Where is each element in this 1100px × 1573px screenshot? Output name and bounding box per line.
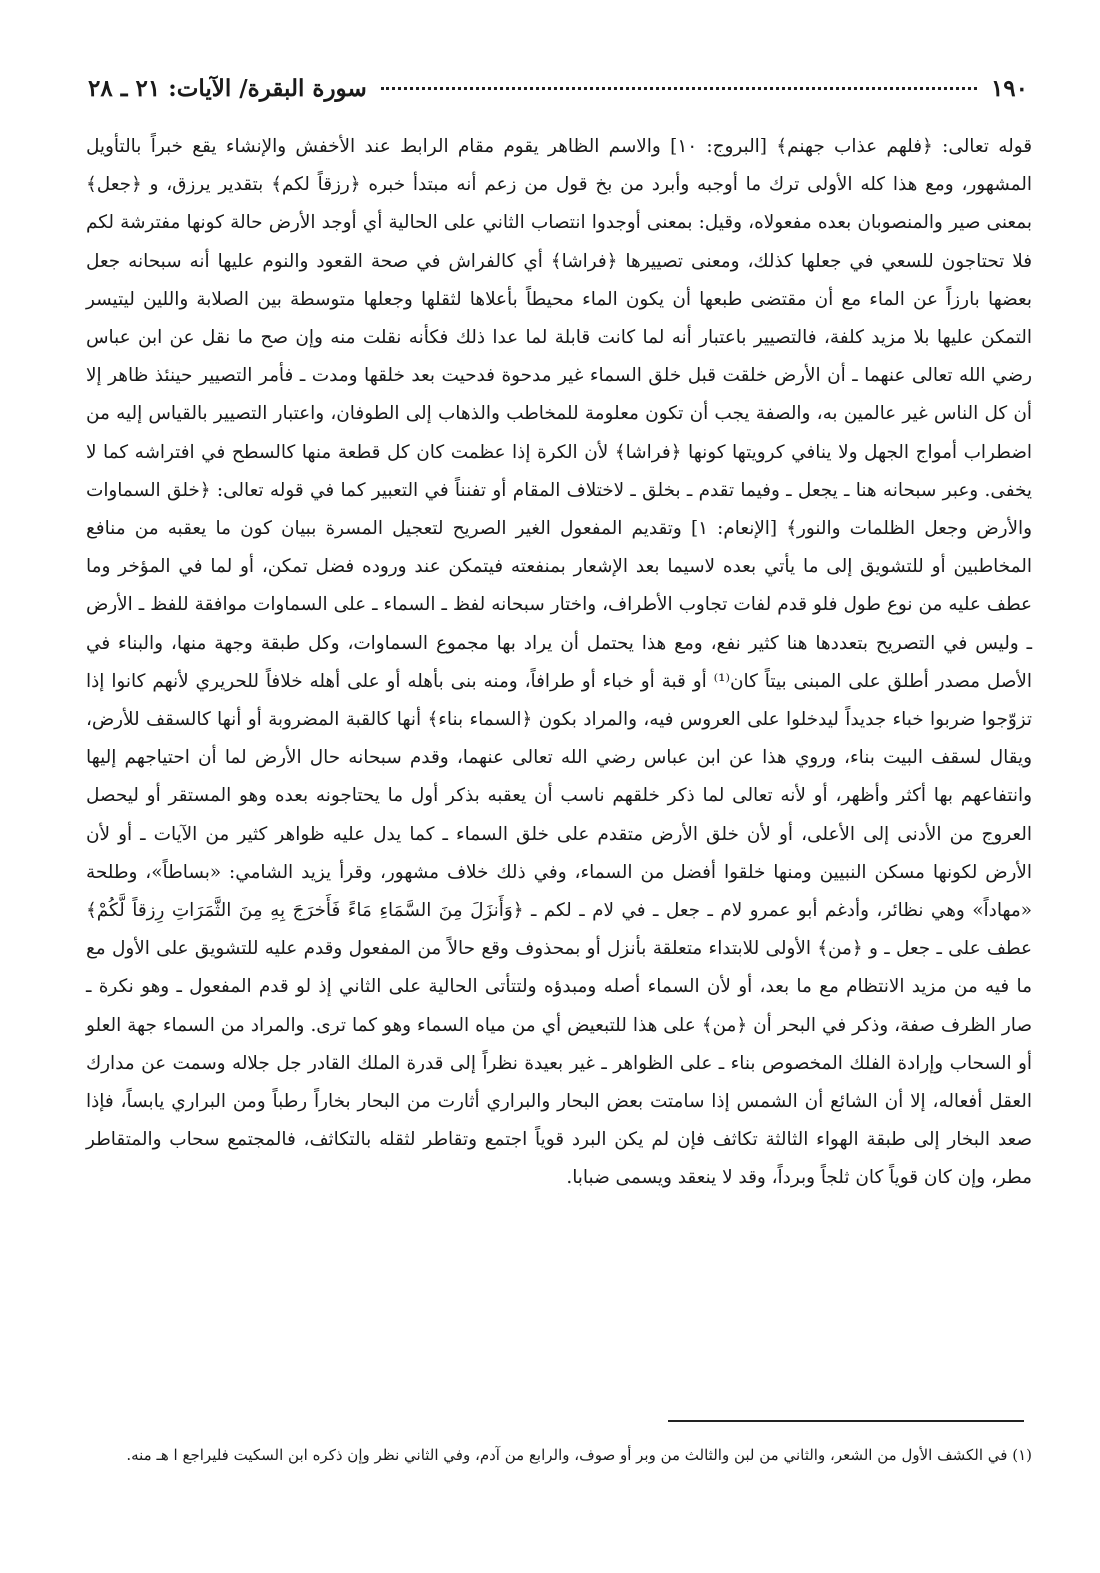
footnote-text: (١) في الكشف الأول من الشعر، والثاني من لبن والثالث من وبر أو صوف، والرابع من آدم، وفي الثاني نظر وإن ذكره ابن السكيت فليراجع ا هـ منه. [126,1446,1032,1464]
footnote [86,1438,1032,1473]
header-leader-dots [381,87,977,90]
main-text [86,128,1032,1198]
page-number: ١٩٠ [990,74,1028,102]
footnote-separator [668,1420,1024,1422]
running-header [88,68,1028,108]
running-title: سورة البقرة/ الآيات: ٢١ ـ ٢٨ [88,74,367,102]
body-paragraph: قوله تعالى: ﴿فلهم عذاب جهنم﴾ [البروج: ١٠] والاسم الظاهر يقوم مقام الرابط عند الأخفش والإنشاء يقع خبراً بالتأويل المشهور، ومع هذا كله الأولى ترك ما أوجبه وأبرد من بخ قول من زعم أنه مبتدأ خبره ﴿رزقاً لكم﴾ بتقدير يرزق، و ﴿جعل﴾ بمعنى صير والمنصوبان بعده مفعولاه، وقيل: بمعنى أوجدوا انتصاب الثاني على الحالية أي أوجد الأرض حالة كونها مفترشة لكم فلا تحتاجون للسعي في جعلها كذلك، ومعنى تصييرها ﴿فراشا﴾ أي كالفراش في صحة القعود والنوم عليها أنه سبحانه جعل بعضها بارزاً عن الماء مع أن مقتضى طبعها أن يكون الماء محيطاً بأعلاها لثقلها وجعلها متوسطة بين الصلابة واللين ليتيسر التمكن عليها بلا مزيد كلفة، فالتصيير باعتبار أنه لما كانت قابلة لما عدا ذلك فكأنه نقلت منه وإن صح ما نقل عن ابن عباس رضي الله تعالى عنهما ـ أن الأرض خلقت قبل خلق السماء غير مدحوة فدحيت بعد خلقها ومدت ـ فأمر التصيير حينئذ ظاهر إلا أن كل الناس غير عالمين به، والصفة يجب أن تكون معلومة للمخاطب والذهاب إلى الطوفان، واعتبار التصيير بالقياس إليه من اضطراب أمواج الجهل ولا ينافي كرويتها كونها ﴿فراشا﴾ لأن الكرة إذا عظمت كان كل قطعة منها كالسطح في افتراشه كما لا يخفى. وعبر سبحانه هنا ـ يجعل ـ وفيما تقدم ـ بخلق ـ لاختلاف المقام أو تفنناً في التعبير كما في قوله تعالى: ﴿خلق السماوات والأرض وجعل الظلمات والنور﴾ [الإنعام: ١] وتقديم المفعول الغير الصريح لتعجيل المسرة ببيان كون ما يعقبه من منافع المخاطبين أو للتشويق إلى ما يأتي بعده لاسيما بعد الإشعار بمنفعته فيتمكن عند وروده فضل تمكن، أو لما في المؤخر وما عطف عليه من نوع طول فلو قدم لفات تجاوب الأطراف، واختار سبحانه لفظ ـ السماء ـ على السماوات موافقة للفظ ـ الأرض ـ وليس في التصريح بتعددها هنا كثير نفع، ومع هذا يحتمل أن يراد بها مجموع السماوات، وكل طبقة وجهة منها، والبناء في الأصل مصدر أطلق على المبنى بيتاً كان⁽¹⁾ أو قبة أو خباء أو طرافاً، ومنه بنى بأهله أو على أهله خلافاً للحريري لأنهم كانوا إذا تزوّجوا ضربوا خباء جديداً ليدخلوا على العروس فيه، والمراد بكون ﴿السماء بناء﴾ أنها كالقبة المضروبة أو أنها كالسقف للأرض، ويقال لسقف البيت بناء، وروي هذا عن ابن عباس رضي الله تعالى عنهما، وقدم سبحانه حال الأرض لما أن احتياجهم إليها وانتفاعهم بها أكثر وأظهر، أو لأنه تعالى لما ذكر خلقهم ناسب أن يعقبه بذكر أول ما يحتاجونه بعده وهو المستقر أو ليحصل العروج من الأدنى إلى الأعلى، أو لأن خلق الأرض متقدم على خلق السماء ـ كما يدل عليه ظواهر كثير من الآيات ـ أو لأن الأرض لكونها مسكن النبيين ومنها خلقوا أفضل من السماء، وفي ذلك خلاف مشهور، وقرأ يزيد الشامي: «بساطاً»، وطلحة «مهاداً» وهي نظائر، وأدغم أبو عمرو لام ـ جعل ـ في لام ـ لكم ـ ﴿وَأَنزَلَ مِنَ السَّمَاءِ مَاءً فَأَخرَجَ بِهِ مِنَ الثَّمَرَاتِ رِزقاً لَّكُمْ﴾ عطف على ـ جعل ـ و ﴿من﴾ الأولى للابتداء متعلقة بأنزل أو بمحذوف وقع حالاً من المفعول وقدم عليه للتشويق على الأول مع ما فيه من مزيد الانتظام مع ما بعد، أو لأن السماء أصله ومبدؤه ولتتأتى الحالية على الثاني إذ لو قدم المفعول ـ وهو نكرة ـ صار الظرف صفة، وذكر في البحر أن ﴿من﴾ على هذا للتبعيض أي من مياه السماء وهو كما ترى. والمراد من السماء جهة العلو أو السحاب وإرادة الفلك المخصوص بناء ـ على الظواهر ـ غير بعيدة نظراً إلى قدرة الملك القادر جل جلاله وسمت عن مدارك العقل أفعاله، إلا أن الشائع أن الشمس إذا سامتت بعض البحار والبراري أثارت من البحار بخاراً رطباً ومن البراري يابساً، فإذا صعد البخار إلى طبقة الهواء الثالثة تكاثف فإن لم يكن البرد قوياً اجتمع وتقاطر لثقله بالتكاثف، فالمجتمع سحاب والمتقاطر مطر، وإن كان قوياً كان ثلجاً وبرداً، وقد لا ينعقد ويسمى ضبابا. [86,136,1033,1189]
